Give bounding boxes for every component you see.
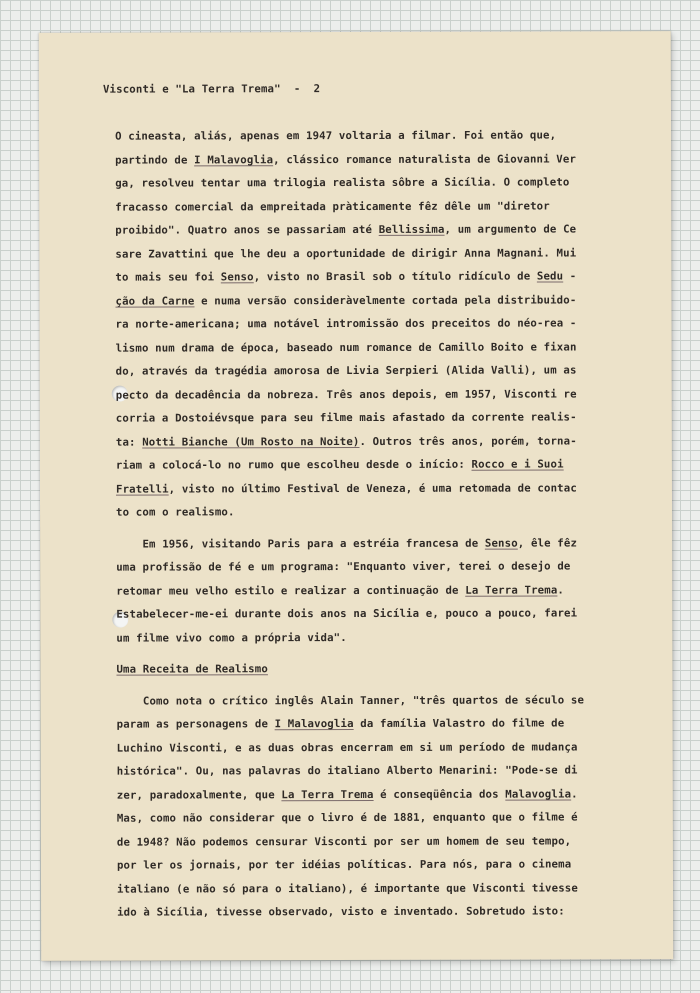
- text-run: , visto no Brasil sob o título ridículo de: [253, 269, 537, 284]
- typewritten-page: [39, 31, 673, 961]
- underlined-title: Malavoglia: [505, 787, 572, 801]
- text-run: ga, resolveu tentar uma trilogia realista sôbre a Sicília. O completo: [115, 175, 570, 190]
- text-line: [117, 834, 571, 849]
- text-run: sare Zavattini que lhe deu a oportunidade de dirigir Anna Magnani. Mui: [115, 246, 577, 261]
- text-run: Como nota o crítico inglês Alain Tanner, "três quartos de século se: [116, 693, 585, 708]
- text-run: O cineasta, aliás, apenas em 1947 voltaria a filmar. Foi então que,: [115, 128, 557, 143]
- text-line: [116, 457, 564, 472]
- text-run: partindo de: [115, 153, 195, 167]
- underlined-title: Notti Bianche (Um Rosto na Noite): [142, 434, 360, 449]
- text-run: Estabelecer-me-ei durante dois anos na Sicília e, pouco a pouco, farei: [116, 606, 578, 621]
- text-line: [116, 481, 577, 496]
- text-run: retomar meu velho estilo e realizar a continuação de: [116, 583, 466, 598]
- underlined-title: Sedu: [536, 269, 564, 283]
- text-run: proibido". Quatro anos se passariam até: [115, 222, 379, 237]
- underlined-title: Fratelli: [115, 482, 169, 496]
- underlined-title: Rocco e i Suoi: [471, 457, 564, 471]
- text-line: [116, 505, 235, 519]
- text-run: zer, paradoxalmente, que: [116, 788, 282, 802]
- text-line: [116, 316, 577, 331]
- text-run: de 1948? Não podemos censurar Visconti por ser um homem de seu tempo,: [116, 834, 572, 849]
- underlined-title: I Malavoglia: [274, 717, 354, 731]
- text-run: ido à Sicília, tivesse observado, visto e inventado. Sobretudo isto:: [117, 904, 565, 919]
- text-line: [116, 434, 577, 449]
- text-line: [116, 662, 267, 676]
- text-line: [116, 410, 577, 425]
- underlined-title: I Malavoglia: [194, 153, 274, 167]
- text-run: -: [563, 269, 577, 283]
- underlined-title: Uma Receita de Realismo: [116, 662, 268, 676]
- text-run: .: [571, 787, 578, 801]
- text-line: [117, 857, 571, 872]
- text-run: do, através da tragédia amorosa de Livia Serpieri (Alida Valli), um as: [115, 363, 577, 378]
- text-run: to com o realismo.: [116, 505, 235, 519]
- text-run: param as personagens de: [116, 717, 275, 731]
- text-run: uma profissão de fé e um programa: "Enquanto viver, terei o desejo de: [116, 559, 571, 574]
- underlined-title: Bellissima: [378, 222, 445, 236]
- text-run: corria a Dostoiévsque para seu filme mais afastado da corrente realis-: [115, 410, 577, 425]
- text-run: da família Valastro do filme de: [353, 716, 565, 731]
- text-line: [116, 340, 577, 355]
- text-run: ra norte-americana; uma notável intromissão dos preceitos do néo-rea -: [115, 316, 577, 331]
- text-run: Em 1956, visitando Paris para a estréia francesa de: [116, 536, 485, 551]
- text-line: [117, 763, 578, 778]
- text-line: [116, 631, 347, 646]
- text-line: [116, 606, 577, 621]
- text-line: [117, 810, 578, 825]
- text-line: [117, 881, 578, 896]
- text-run: histórica". Ou, nas palavras do italiano Alberto Menarini: "Pode-se di: [116, 763, 578, 778]
- text-line: [115, 293, 576, 308]
- text-line: [115, 199, 550, 214]
- page-text: [102, 81, 695, 919]
- text-line: [116, 559, 570, 574]
- text-run: fracasso comercial da empreitada pràticamente fêz dêle um "diretor: [115, 199, 550, 214]
- text-run: lismo num drama de época, baseado num romance de Camillo Boito e fixan: [115, 340, 577, 355]
- text-line: [115, 222, 576, 237]
- text-run: Luchino Visconti, e as duas obras encerram em si um período de mudança: [116, 740, 578, 755]
- text-run: é conseqüência dos: [373, 787, 506, 801]
- text-run: , êle fêz: [517, 536, 578, 550]
- text-run: . Outros três anos, porém, torna-: [359, 434, 577, 448]
- text-run: italiano (e não só para o italiano), é importante que Visconti tivesse: [117, 881, 578, 896]
- text-run: por ler os jornais, por ter idéias políticas. Para nós, para o cinema: [116, 857, 572, 872]
- text-line: [115, 152, 576, 167]
- text-line: [116, 536, 577, 551]
- text-line: [117, 716, 565, 731]
- text-run: ta:: [115, 435, 143, 449]
- text-line: [115, 128, 556, 143]
- underlined-title: Senso: [220, 270, 254, 284]
- underlined-title: Senso: [484, 536, 518, 550]
- text-run: , visto no último Festival de Veneza, é uma retomada de contac: [168, 481, 577, 496]
- underlined-title: La Terra Trema: [465, 583, 558, 597]
- text-run: um filme vivo como a própria vida".: [116, 631, 347, 645]
- text-line: [117, 787, 578, 802]
- text-run: to mais seu foi: [115, 270, 221, 284]
- text-run: , um argumento de Ce: [444, 222, 577, 236]
- text-line: [116, 363, 577, 378]
- text-line: [116, 387, 577, 402]
- page-header: Visconti e "La Terra Trema" - 2: [102, 82, 321, 96]
- text-line: [117, 740, 578, 755]
- text-line: [117, 904, 565, 919]
- text-line: [115, 246, 576, 261]
- text-run: e numa versão consideràvelmente cortada pela distribuido-: [194, 293, 577, 308]
- text-line: [116, 583, 564, 598]
- text-run: , clássico romance naturalista de Giovanni Ver: [273, 152, 577, 167]
- text-run: riam a colocá-lo no rumo que escolheu desde o início:: [115, 457, 472, 472]
- text-run: Mas, como não considerar que o livro é de 1881, enquanto que o filme é: [116, 810, 578, 825]
- text-line: [117, 693, 585, 708]
- underlined-title: ção da Carne: [115, 294, 195, 308]
- text-line: [115, 269, 576, 284]
- text-line: [115, 175, 569, 190]
- text-run: .: [557, 583, 565, 597]
- text-run: pecto da decadência da nobreza. Três anos depois, em 1957, Visconti re: [115, 387, 577, 402]
- underlined-title: La Terra Trema: [281, 787, 374, 802]
